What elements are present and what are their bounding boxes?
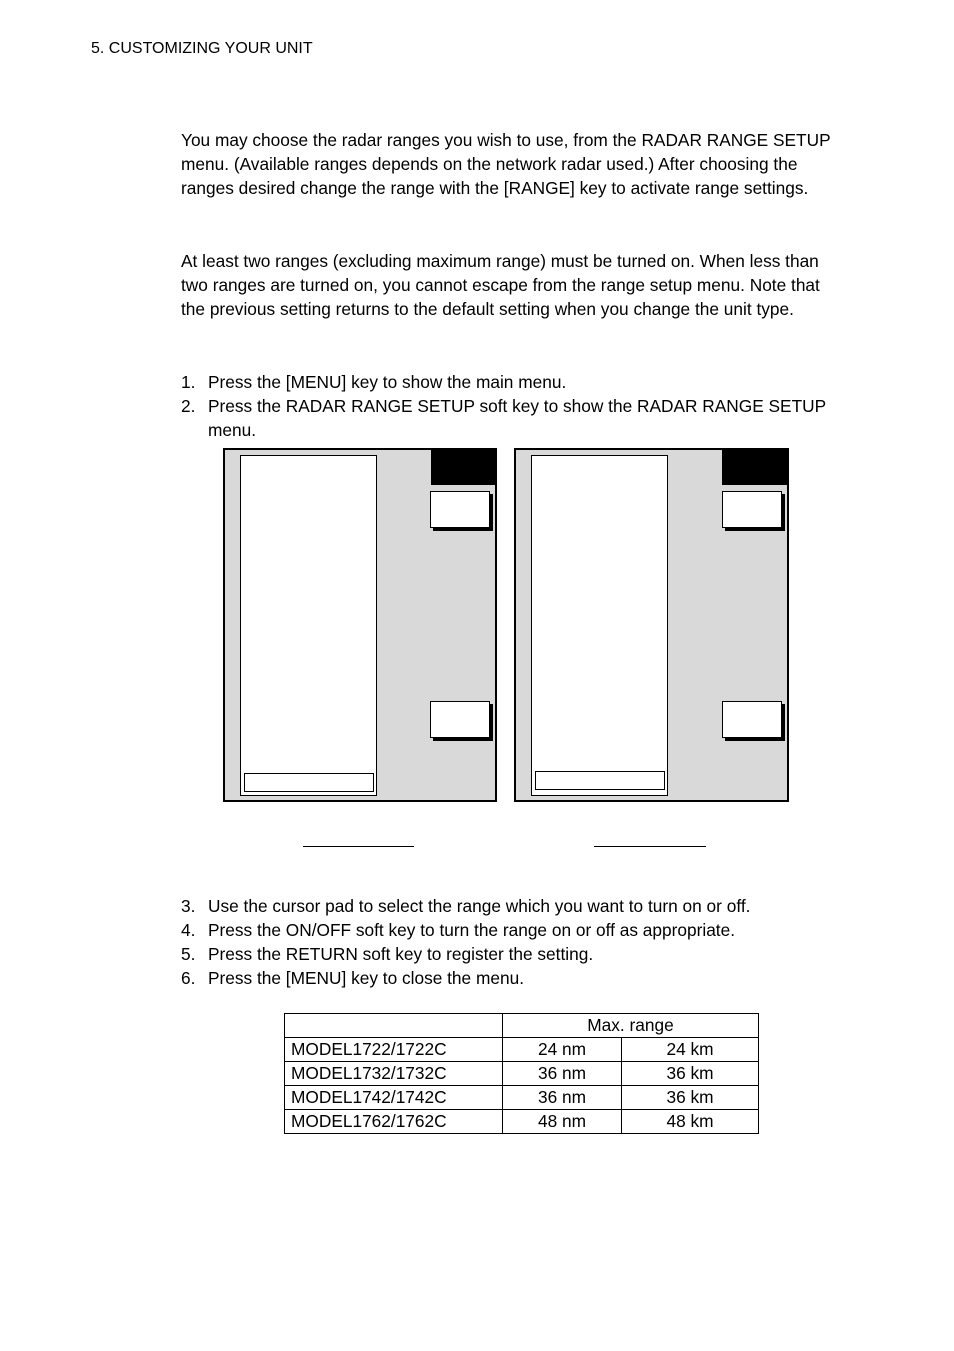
step-number: 4. [181, 920, 196, 940]
step-number: 5. [181, 944, 196, 964]
table-header-row [285, 1014, 759, 1038]
step-number: 1. [181, 372, 196, 392]
step-number: 2. [181, 396, 196, 416]
caption-underline-right [594, 846, 706, 847]
return-softkey[interactable] [722, 701, 782, 738]
table-header-model [285, 1014, 503, 1038]
caption-underline-left [303, 846, 414, 847]
table-row [285, 1110, 759, 1134]
on-off-softkey[interactable] [722, 491, 782, 528]
range-list-box [531, 455, 668, 796]
km-cell: 36 km [622, 1086, 759, 1110]
menu-title-block [431, 449, 497, 485]
table-row [285, 1062, 759, 1086]
model-cell: MODEL1762/1762C [285, 1110, 503, 1134]
radar-range-menu-screen-left [223, 448, 497, 802]
nm-cell: 24 nm [503, 1038, 622, 1062]
max-range-table [284, 1013, 759, 1134]
step-text: Press the RADAR RANGE SETUP soft key to show the RADAR RANGE SETUP menu. [208, 396, 826, 440]
on-off-softkey[interactable] [430, 491, 490, 528]
radar-range-menu-screen-right [514, 448, 789, 802]
model-cell: MODEL1732/1732C [285, 1062, 503, 1086]
step-text: Press the RETURN soft key to register the setting. [208, 944, 594, 964]
step-text: Press the [MENU] key to show the main menu. [208, 372, 567, 392]
table-row [285, 1086, 759, 1110]
menu-title-block [722, 449, 789, 485]
nm-cell: 48 nm [503, 1110, 622, 1134]
model-cell: MODEL1722/1722C [285, 1038, 503, 1062]
range-list-status-bar [244, 773, 374, 792]
step-text: Use the cursor pad to select the range which you want to turn on or off. [208, 896, 751, 916]
intro-paragraph-1: You may choose the radar ranges you wish to use, from the RADAR RANGE SETUP menu. (Available ranges depends on the network radar used.) After choosing the ranges desired change the range with the [RANGE] key to activate range settings. [181, 130, 831, 199]
km-cell: 36 km [622, 1062, 759, 1086]
page-header: 5. CUSTOMIZING YOUR UNIT [91, 40, 313, 57]
nm-cell: 36 nm [503, 1062, 622, 1086]
step-text: Press the ON/OFF soft key to turn the range on or off as appropriate. [208, 920, 736, 940]
table-row [285, 1038, 759, 1062]
step-number: 3. [181, 896, 196, 916]
model-cell: MODEL1742/1742C [285, 1086, 503, 1110]
table-header-max-range: Max. range [503, 1014, 759, 1038]
return-softkey[interactable] [430, 701, 490, 738]
nm-cell: 36 nm [503, 1086, 622, 1110]
range-list-status-bar [535, 771, 665, 790]
step-number: 6. [181, 968, 196, 988]
km-cell: 48 km [622, 1110, 759, 1134]
intro-paragraph-2: At least two ranges (excluding maximum range) must be turned on. When less than two ranges are turned on, you cannot escape from the range setup menu. Note that the previous setting returns to the default setting when you change the unit type. [181, 251, 820, 320]
km-cell: 24 km [622, 1038, 759, 1062]
range-list-box [240, 455, 377, 796]
step-text: Press the [MENU] key to close the menu. [208, 968, 524, 988]
